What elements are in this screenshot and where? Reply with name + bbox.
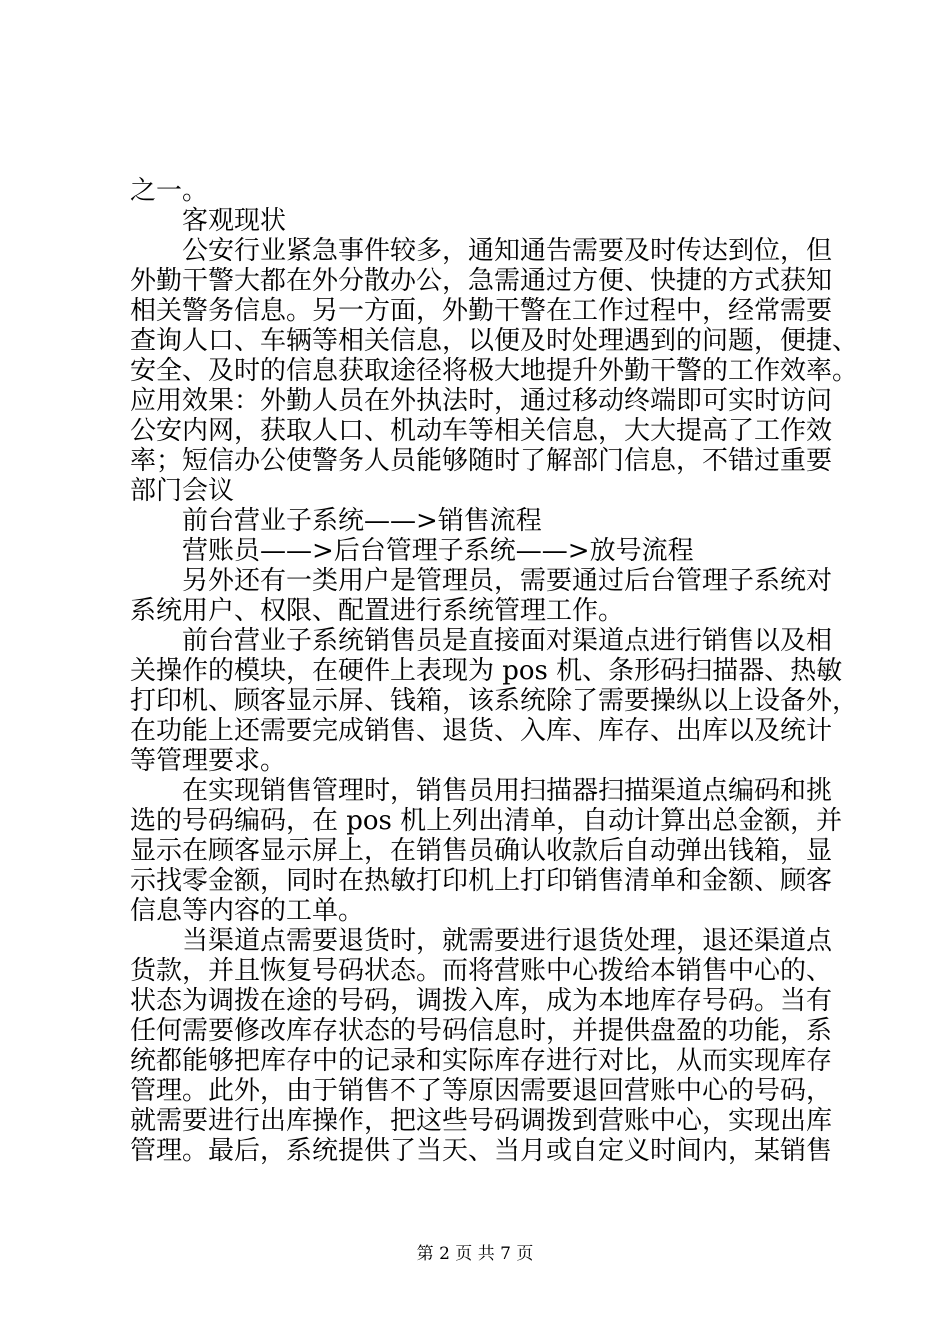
text-line: 之一。 [130,176,209,206]
text-line: 在功能上还需要完成销售、退货、入库、库存、出库以及统计 [130,716,833,746]
text-line: 前台营业子系统销售员是直接面对渠道点进行销售以及相 [182,626,833,656]
text-line: 等管理要求。 [130,746,287,776]
text-line: 管理。此外，由于销售不了等原因需要退回营账中心的号码， [130,1076,833,1106]
text-line: 外勤干警大都在外分散办公，急需通过方便、快捷的方式获知 [130,266,833,296]
text-line: 就需要进行出库操作，把这些号码调拨到营账中心，实现出库 [130,1106,833,1136]
text-line: 公安内网，获取人口、机动车等相关信息，大大提高了工作效 [130,416,833,446]
text-line: 另外还有一类用户是管理员，需要通过后台管理子系统对 [182,566,833,596]
text-line: 部门会议 [130,476,235,506]
text-line: 前台营业子系统——>销售流程 [182,506,542,536]
text-line: 公安行业紧急事件较多，通知通告需要及时传达到位，但 [182,236,833,266]
document-body [130,176,859,1166]
text-line: 在实现销售管理时，销售员用扫描器扫描渠道点编码和挑 [182,776,833,806]
text-line: 安全、及时的信息获取途径将极大地提升外勤干警的工作效率。 [130,356,859,386]
text-line: 应用效果：外勤人员在外执法时，通过移动终端即可实时访问 [130,386,833,416]
page-footer [0,1244,950,1264]
text-line: 系统用户、权限、配置进行系统管理工作。 [130,596,625,626]
text-line: 当渠道点需要退货时，就需要进行退货处理，退还渠道点 [182,926,833,956]
text-line: 客观现状 [182,206,287,236]
text-line: 打印机、顾客显示屏、钱箱，该系统除了需要操纵以上设备外， [130,686,859,716]
text-line: 任何需要修改库存状态的号码信息时，并提供盘盈的功能，系 [130,1016,833,1046]
text-line: 货款，并且恢复号码状态。而将营账中心拨给本销售中心的、 [130,956,833,986]
text-line: 相关警务信息。另一方面，外勤干警在工作过程中，经常需要 [130,296,833,326]
text-line: 关操作的模块，在硬件上表现为 pos 机、条形码扫描器、热敏 [130,656,843,686]
text-line: 显示在顾客显示屏上，在销售员确认收款后自动弹出钱箱，显 [130,836,833,866]
text-line: 营账员——>后台管理子系统——>放号流程 [182,536,694,566]
text-line: 查询人口、车辆等相关信息，以便及时处理遇到的问题，便捷、 [130,326,859,356]
text-line: 选的号码编码，在 pos 机上列出清单，自动计算出总金额，并 [130,806,843,836]
text-line: 管理。最后，系统提供了当天、当月或自定义时间内，某销售 [130,1136,833,1166]
text-line: 统都能够把库存中的记录和实际库存进行对比，从而实现库存 [130,1046,833,1076]
text-line: 状态为调拨在途的号码，调拨入库，成为本地库存号码。当有 [130,986,833,1016]
page-number-label: 第 2 页 共 7 页 [416,1244,534,1264]
text-line: 率；短信办公使警务人员能够随时了解部门信息，不错过重要 [130,446,833,476]
text-line: 示找零金额，同时在热敏打印机上打印销售清单和金额、顾客 [130,866,833,896]
text-line: 信息等内容的工单。 [130,896,365,926]
